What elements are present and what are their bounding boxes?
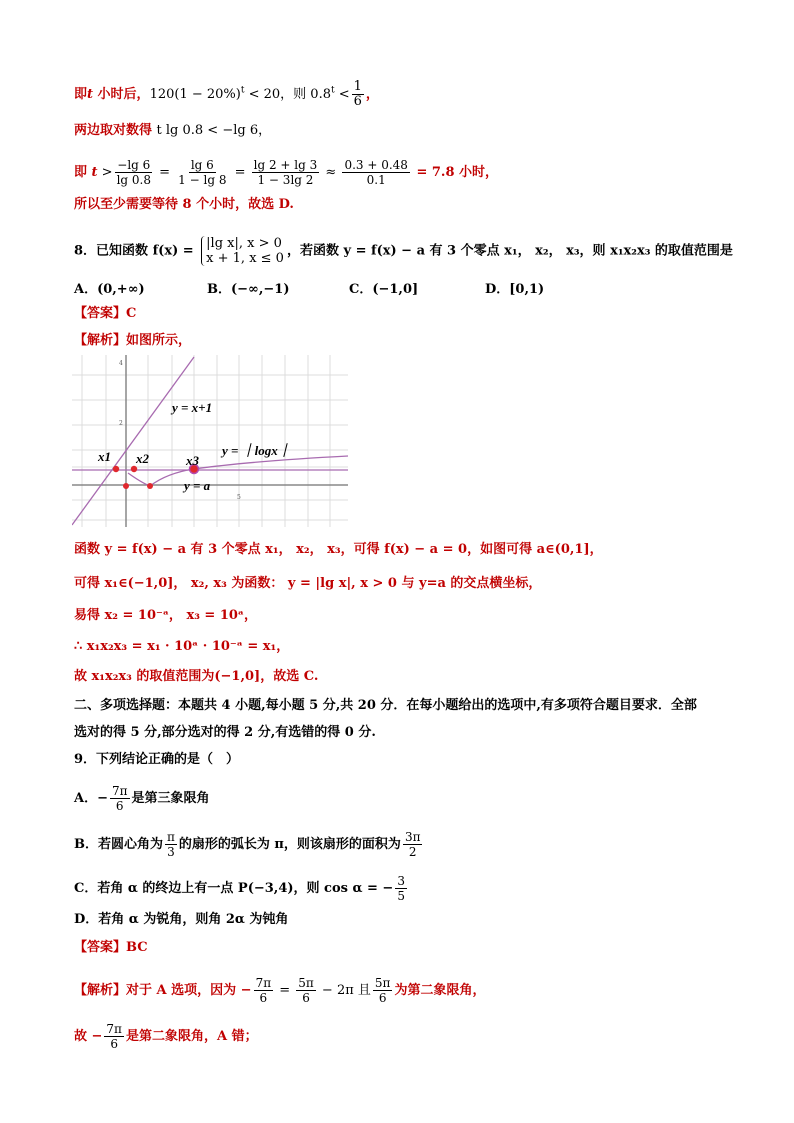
exponent: t [240, 85, 245, 96]
analysis-line-2: 可得 x₁∈(−1,0]， x₂, x₃ 为函数： y = |lg x|, x > 0 与 y=a 的交点横坐标， [74, 576, 542, 591]
numerator: −lg 6 [117, 158, 151, 172]
fraction [176, 158, 228, 187]
expression: < 20，则 0.8 [244, 87, 331, 102]
option-a: A．(0,+∞) [74, 282, 145, 297]
denominator: 3 [167, 845, 175, 859]
numerator: lg 6 [190, 158, 214, 172]
fraction [342, 158, 410, 187]
fraction [403, 830, 423, 859]
q9-option-b [74, 830, 424, 859]
denominator: 6 [302, 991, 310, 1005]
text: 故 − [74, 1029, 103, 1044]
label-x3: x3 [186, 453, 199, 468]
answer-8: 【答案】C [74, 306, 137, 321]
grid [72, 355, 348, 527]
solution-conclusion: 所以至少需要等待 8 个小时，故选 D. [74, 197, 294, 212]
fraction [352, 80, 364, 109]
fraction [104, 1022, 124, 1051]
point-x2 [131, 466, 137, 472]
approx: ≈ [321, 165, 341, 180]
piece-1: |lg x|, x > 0 [206, 236, 282, 251]
denominator: 6 [353, 94, 362, 109]
function-graph [72, 355, 348, 527]
denominator: 2 [408, 845, 417, 859]
fraction [373, 976, 393, 1005]
option-c: C．(−1,0] [349, 282, 419, 297]
exponent: t [330, 85, 335, 96]
expression: > [97, 165, 113, 180]
fraction [110, 784, 130, 813]
solution-line-2 [74, 122, 271, 140]
tick-label-5: 5 [237, 494, 241, 501]
numerator: 7π [106, 1022, 122, 1036]
numerator: 3 [397, 874, 405, 888]
q9-option-d: D．若角 α 为锐角，则角 2α 为钝角 [74, 912, 289, 927]
analysis-line-1: 函数 y = f(x) − a 有 3 个零点 x₁， x₂， x₃，可得 f(x) − a = 0，如图可得 a∈(0,1]， [74, 542, 603, 557]
solution-line-3 [74, 158, 498, 187]
fraction [115, 158, 153, 187]
option-b: B．(−∞,−1) [207, 282, 290, 297]
denominator: 6 [378, 991, 387, 1005]
denominator: 1 − lg 8 [178, 173, 227, 187]
numerator: 0.3 + 0.48 [344, 158, 408, 172]
text: 小时后， [93, 87, 150, 102]
numerator: 3π [404, 830, 421, 844]
analysis-9-line-2 [74, 1022, 258, 1051]
denominator: 6 [110, 1037, 118, 1051]
var-t: t [87, 87, 94, 102]
section-2-header-2: 选对的得 5 分,部分选对的得 2 分,有选错的得 0 分. [74, 725, 376, 740]
expression: t lg 0.8 < −lg 6， [156, 123, 272, 138]
tick-label-4: 4 [119, 360, 123, 367]
equals: = [230, 165, 250, 180]
piecewise-function [201, 236, 284, 266]
var-t: t [91, 165, 98, 180]
text: 为第二象限角， [394, 983, 486, 998]
curve-abs-log [128, 456, 348, 486]
solution-line-1 [74, 80, 379, 109]
analysis-9-line-1 [74, 976, 485, 1005]
denominator: 0.1 [366, 173, 386, 187]
label-x1: x1 [98, 449, 111, 464]
numerator: 5π [298, 976, 314, 990]
tick-label-2: 2 [119, 420, 123, 427]
question-8-stem: 8．已知函数 f(x) = [74, 243, 199, 259]
analysis-line-3: 易得 x₂ = 10⁻ᵃ， x₃ = 10ᵃ， [74, 608, 257, 623]
piece-2: x + 1, x ≤ 0 [206, 251, 284, 266]
label-log: y = ｜logx｜ [222, 443, 291, 458]
denominator: 6 [115, 799, 124, 813]
point-axis-2 [147, 483, 153, 489]
expression: 120(1 − 20%) [149, 87, 241, 102]
text: 即 [74, 165, 92, 180]
label-line: y = x+1 [172, 400, 213, 415]
label-x2: x2 [136, 451, 149, 466]
text: 【解析】对于 A 选项，因为 − [74, 983, 252, 998]
text: 即 [74, 87, 88, 102]
question-9: 9．下列结论正确的是（ ） [74, 752, 240, 767]
expression: < [334, 87, 350, 102]
point-axis-1 [123, 483, 129, 489]
equals: = [155, 165, 175, 180]
denominator: 1 − 3lg 2 [257, 173, 314, 187]
question-8-rest: ，若函数 y = f(x) − a 有 3 个零点 x₁， x₂， x₃，则 x₁x₂x₃ 的取值范围是 [286, 243, 733, 259]
q9-option-a [74, 784, 210, 813]
text: = 7.8 小时， [411, 165, 499, 180]
text: 是第二象限角，A 错； [125, 1029, 258, 1044]
numerator: lg 2 + lg 3 [253, 158, 318, 172]
numerator: 5π [374, 976, 391, 990]
text: 的扇形的弧长为 π，则该扇形的面积为 [178, 837, 401, 852]
analysis-line-4: ∴ x₁x₂x₃ = x₁ · 10ᵃ · 10⁻ᵃ = x₁， [74, 639, 290, 654]
fraction [254, 976, 274, 1005]
fraction [296, 976, 316, 1005]
answer-9: 【答案】BC [74, 940, 148, 955]
numerator: 7π [255, 976, 272, 990]
numerator: 1 [353, 79, 362, 94]
point-x1 [113, 466, 119, 472]
text: 两边取对数得 [74, 123, 157, 138]
numerator: π [167, 830, 175, 844]
fraction [252, 158, 320, 187]
numerator: 7π [111, 784, 128, 798]
denominator: lg 0.8 [116, 173, 151, 187]
equals: = [275, 983, 295, 998]
expression: − 2π 且 [317, 983, 371, 998]
analysis-8: 【解析】如图所示， [74, 333, 192, 348]
q9-option-c [74, 874, 409, 903]
fraction [395, 874, 407, 903]
question-8 [74, 236, 733, 266]
analysis-line-5: 故 x₁x₂x₃ 的取值范围为(−1,0]，故选 C. [74, 669, 319, 684]
text: B．若圆心角为 [74, 837, 163, 852]
section-2-header-1: 二、多项选择题：本题共 4 小题,每小题 5 分,共 20 分．在每小题给出的选项中,有多项符合题目要求．全部 [74, 698, 697, 713]
denominator: 5 [397, 889, 405, 903]
text: 是第三象限角 [131, 791, 210, 806]
option-d: D．[0,1) [485, 282, 545, 297]
text: ， [365, 87, 379, 102]
label-a: y = a [184, 478, 211, 493]
fraction [165, 830, 177, 859]
text: C．若角 α 的终边上有一点 P(−3,4)，则 cos α = − [74, 881, 394, 896]
denominator: 6 [259, 991, 268, 1005]
text: A．− [74, 791, 108, 806]
